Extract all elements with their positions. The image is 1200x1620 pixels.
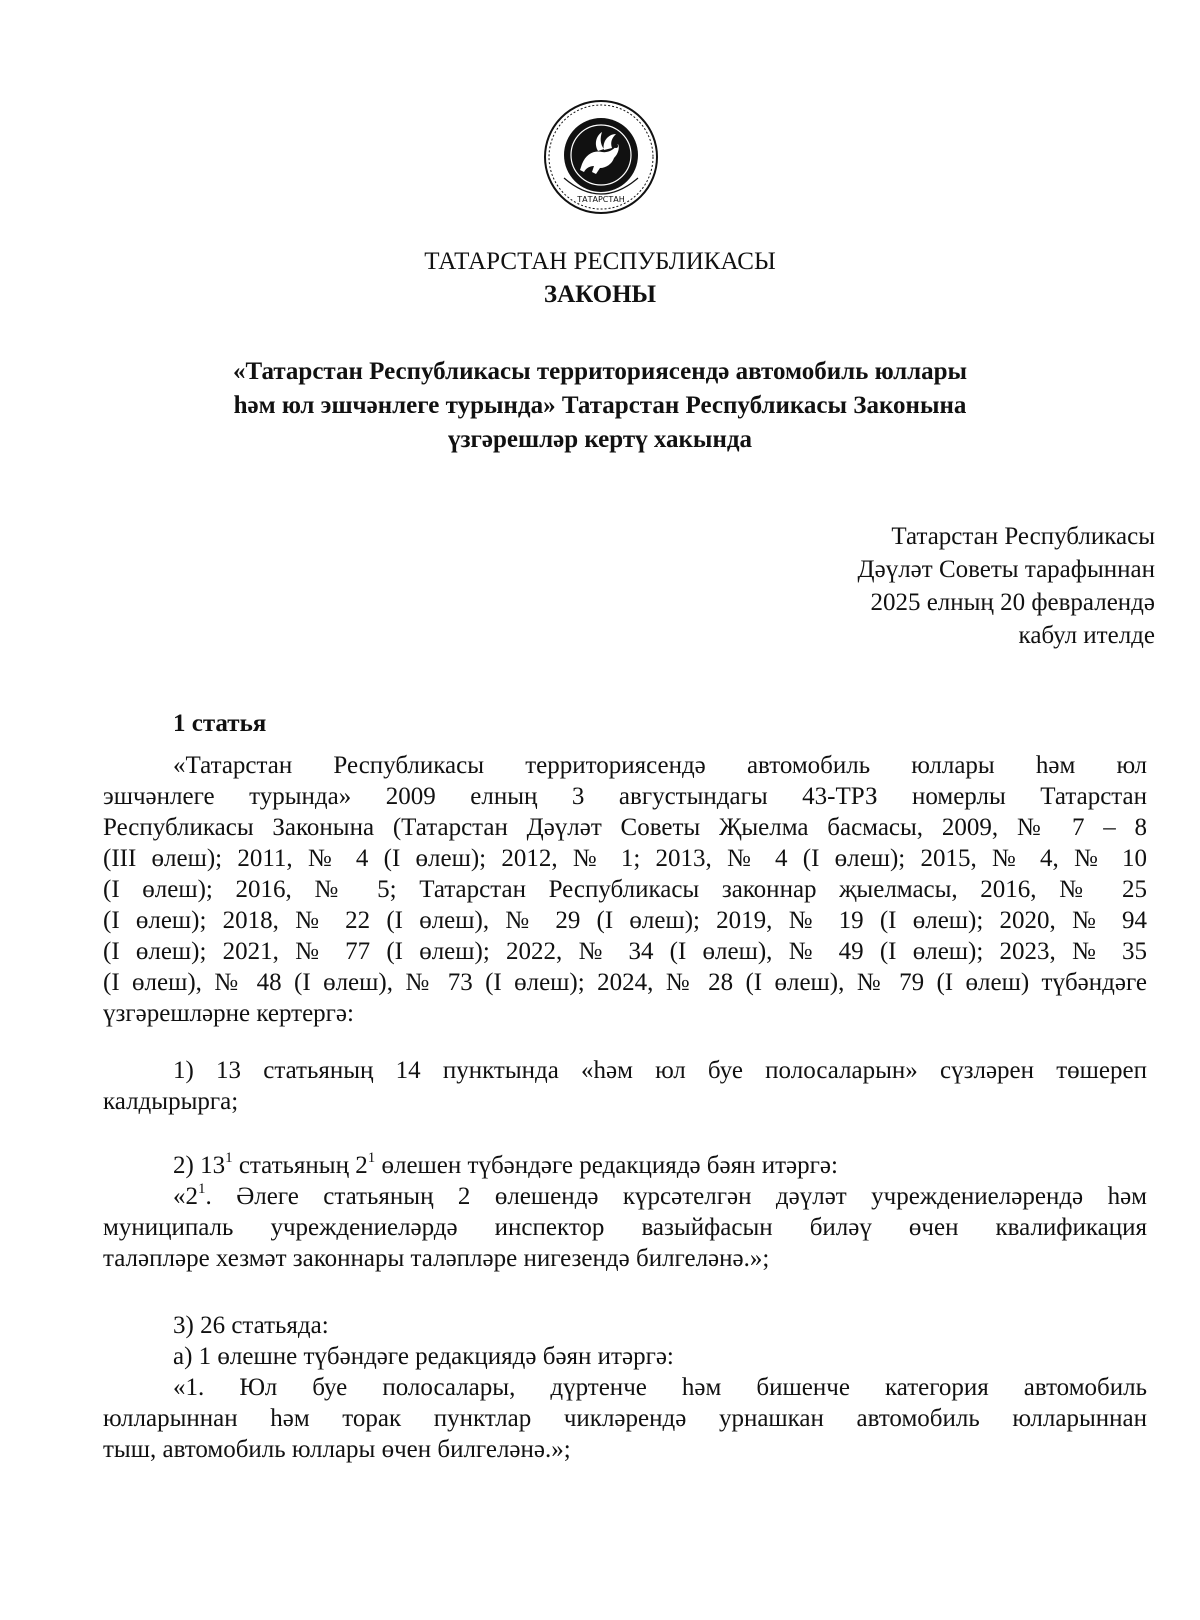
paragraph-line: Республикасы Законына (Татарстан Дәүләт Советы Җыелма басмасы, 2009, № 7 – 8 xyxy=(103,814,1147,841)
law-title xyxy=(150,355,1050,457)
paragraph-line: «1. Юл буе полосалары, дүртенче һәм бишенче категория автомобиль xyxy=(173,1374,1147,1401)
item-3 xyxy=(103,1310,1147,1465)
paragraph-line xyxy=(103,1150,1147,1181)
paragraph-line: (I өлеш); 2016, № 5; Татарстан Республикасы законнар җыелмасы, 2016, № 25 xyxy=(103,876,1147,903)
item-1 xyxy=(103,1055,1147,1117)
text-span: . Әлеге статьяның 2 өлешендә күрсәтелгән дәүләт учреждениеләрендә һәм xyxy=(205,1183,1147,1210)
paragraph-line: (I өлеш), № 48 (I өлеш), № 73 (I өлеш); 2024, № 28 (I өлеш), № 79 (I өлеш) түбәндәге xyxy=(103,969,1147,996)
superscript: 1 xyxy=(225,1149,233,1166)
paragraph-line: муниципаль учреждениеләрдә инспектор вазыйфасын биләү өчен квалификация xyxy=(103,1214,1147,1241)
superscript: 1 xyxy=(198,1180,206,1197)
paragraph-line: калдырырга; xyxy=(103,1088,239,1115)
paragraph-line: үзгәрешләрне кертергә: xyxy=(103,1000,354,1027)
adoption-note-line: Татарстан Республикасы xyxy=(891,523,1155,550)
article-heading: 1 статья xyxy=(173,710,267,737)
adoption-note-line: 2025 елның 20 февралендә xyxy=(870,589,1155,616)
item-2 xyxy=(103,1150,1147,1274)
coat-of-arms-icon xyxy=(542,98,660,216)
paragraph-line: (III өлеш); 2011, № 4 (I өлеш); 2012, № 1; 2013, № 4 (I өлеш); 2015, № 4, № 10 xyxy=(103,845,1147,872)
emblem-inscription: ТАТАРСТАН xyxy=(577,195,625,204)
paragraph-line: тыш, автомобиль юллары өчен билгеләнә.»; xyxy=(103,1436,571,1463)
document-type-heading: ЗАКОНЫ xyxy=(543,281,657,308)
paragraph-line: эшчәнлеге турында» 2009 елның 3 августындагы 43-ТРЗ номерлы Татарстан xyxy=(103,783,1147,810)
paragraph-line: «Татарстан Республикасы территориясендә автомобиль юллары һәм юл xyxy=(173,752,1147,779)
superscript: 1 xyxy=(367,1149,376,1166)
paragraph-line: (I өлеш); 2018, № 22 (I өлеш), № 29 (I өлеш); 2019, № 19 (I өлеш); 2020, № 94 xyxy=(103,907,1147,934)
paragraph-line: (I өлеш); 2021, № 77 (I өлеш); 2022, № 34 (I өлеш), № 49 (I өлеш); 2023, № 35 xyxy=(103,938,1147,965)
paragraph-line: а) 1 өлешне түбәндәге редакциядә бәян итәргә: xyxy=(173,1343,674,1370)
adoption-note-line: Дәүләт Советы тарафыннан xyxy=(857,556,1155,583)
law-title-line: һәм юл эшчәнлеге турында» Татарстан Республикасы Законына xyxy=(233,392,967,419)
law-title-line: «Татарстан Республикасы территориясендә автомобиль юллары xyxy=(232,358,968,385)
law-title-line: үзгәрешләр кертү хакында xyxy=(447,426,752,453)
text-span: өлешен түбәндәге редакциядә бәян итәргә: xyxy=(375,1152,838,1179)
paragraph-line: 1) 13 статьяның 14 пунктында «һәм юл буе полосаларын» сүзләрен төшереп xyxy=(173,1057,1147,1084)
text-span: статьяның 2 xyxy=(232,1152,368,1179)
text-span: 2) 13 xyxy=(173,1152,226,1179)
paragraph-line: 3) 26 статьяда: xyxy=(173,1312,329,1339)
intro-paragraph xyxy=(103,750,1147,1029)
text-span: «2 xyxy=(173,1183,198,1210)
paragraph-line: таләпләре хезмәт законнары таләпләре нигезендә билгеләнә.»; xyxy=(103,1245,770,1272)
country-heading: ТАТАРСТАН РЕСПУБЛИКАСЫ xyxy=(424,248,776,275)
adoption-note-line: кабул ителде xyxy=(1018,622,1155,649)
adoption-note xyxy=(858,520,1155,652)
paragraph-line xyxy=(103,1181,1147,1212)
paragraph-line: юлларыннан һәм торак пунктлар чикләрендә урнашкан автомобиль юлларыннан xyxy=(103,1405,1147,1432)
